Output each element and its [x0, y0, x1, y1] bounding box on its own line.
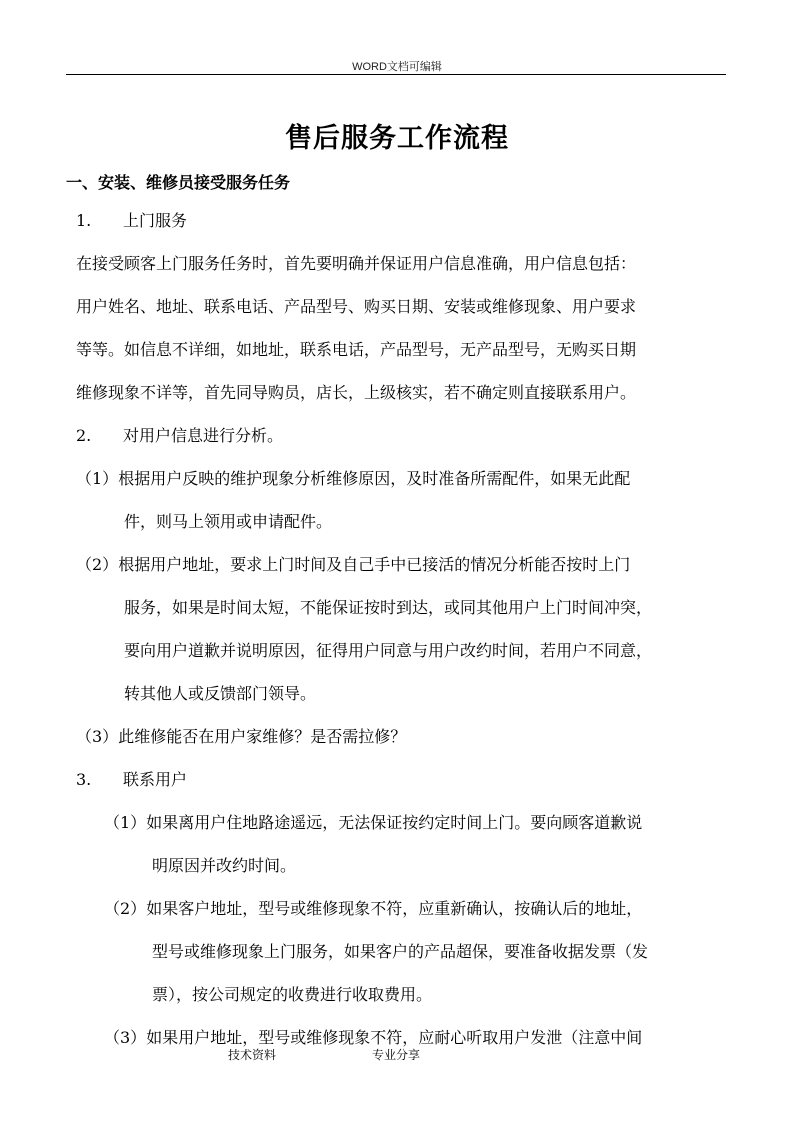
- subitem-line: 票），按公司规定的收费进行收取费用。: [152, 985, 433, 1004]
- subitem-line: 如果客户地址，型号或维修现象不符，应重新确认，按确认后的地址，: [146, 899, 643, 918]
- item-label: 对用户信息进行分析。: [123, 426, 284, 445]
- item-1-heading: [76, 211, 187, 231]
- subitem-line: 如果用户地址，型号或维修现象不符，应耐心听取用户发泄（注意中间: [146, 1028, 643, 1047]
- item-number: 1.: [76, 211, 92, 230]
- footer-right: 专业分享: [372, 1048, 421, 1062]
- subitem-line: 转其他人或反馈部门领导。: [124, 684, 317, 703]
- subitem-line: 此维修能否在用户家维修？是否需拉修？: [118, 727, 407, 746]
- item-number: 3.: [76, 770, 92, 789]
- subitem-number: （3）: [76, 727, 119, 746]
- subitem-3-2: [104, 899, 642, 919]
- subitem-number: （1）: [104, 813, 147, 832]
- subitem-line: 件，则马上领用或申请配件。: [124, 512, 333, 531]
- document-title: 售后服务工作流程: [285, 123, 509, 154]
- subitem-2-1: [76, 469, 630, 489]
- subitem-line: 根据用户反映的维护现象分析维修原因，及时准备所需配件，如果无此配: [118, 469, 631, 488]
- subitem-line: 要向用户道歉并说明原因，征得用户同意与用户改约时间，若用户不同意，: [124, 641, 653, 660]
- paragraph-line: 用户姓名、地址、联系电话、产品型号、购买日期、安装或维修现象、用户要求: [76, 297, 637, 316]
- section-heading: 一、安装、维修员接受服务任务: [66, 173, 291, 192]
- header-rule: [66, 74, 726, 75]
- subitem-2-3: [76, 727, 406, 747]
- subitem-2-2: [76, 555, 630, 575]
- subitem-line: 服务，如果是时间太短，不能保证按时到达，或同其他用户上门时间冲突，: [124, 598, 653, 617]
- subitem-line: 明原因并改约时间。: [152, 856, 297, 875]
- subitem-3-3: [104, 1028, 642, 1048]
- item-label: 上门服务: [123, 211, 188, 230]
- paragraph-line: 维修现象不详等，首先同导购员，店长，上级核实，若不确定则直接联系用户。: [76, 383, 637, 402]
- subitem-line: 根据用户地址，要求上门时间及自己手中已接活的情况分析能否按时上门: [118, 555, 631, 574]
- paragraph-line: 在接受顾客上门服务任务时，首先要明确并保证用户信息准确，用户信息包括：: [76, 254, 637, 273]
- subitem-number: （2）: [76, 555, 119, 574]
- item-label: 联系用户: [123, 770, 188, 789]
- item-3-heading: [76, 770, 187, 790]
- header-text: WORD文档可编辑: [352, 61, 442, 73]
- subitem-number: （1）: [76, 469, 119, 488]
- subitem-3-1: [104, 813, 642, 833]
- footer-left: 技术资料: [228, 1048, 277, 1062]
- subitem-number: （3）: [104, 1028, 147, 1047]
- subitem-number: （2）: [104, 899, 147, 918]
- item-number: 2.: [76, 426, 92, 445]
- subitem-line: 如果离用户住地路途遥远，无法保证按约定时间上门。要向顾客道歉说: [146, 813, 643, 832]
- item-2-heading: [76, 426, 283, 446]
- paragraph-line: 等等。如信息不详细，如地址，联系电话，产品型号，无产品型号，无购买日期: [76, 340, 637, 359]
- subitem-line: 型号或维修现象上门服务，如果客户的产品超保，要准备收据发票（发: [152, 942, 649, 961]
